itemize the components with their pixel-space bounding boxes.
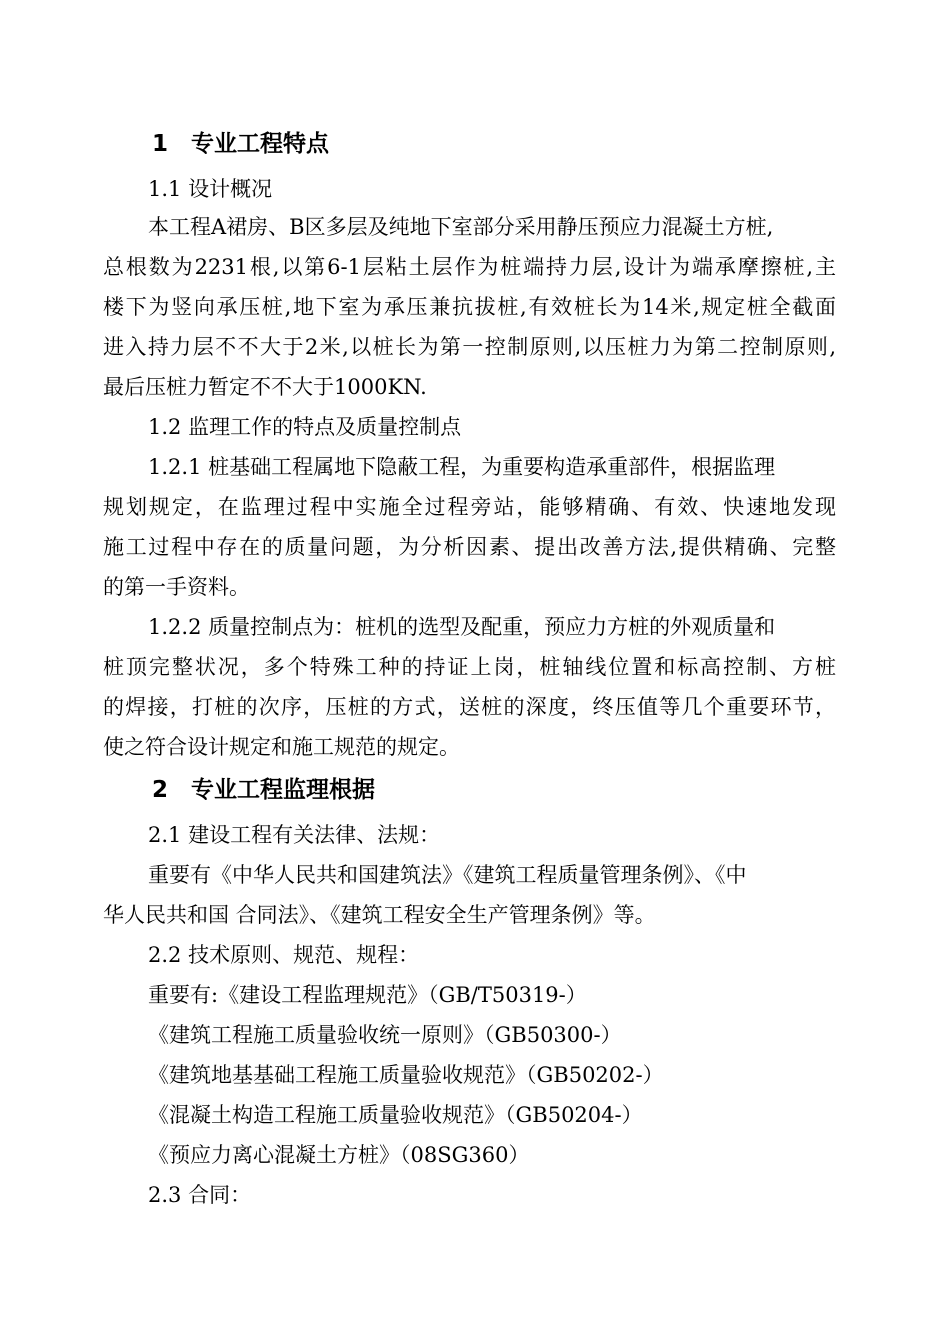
paragraph-1-1-line-5: 最后压桩力暂定不不大于1000KN. [103, 375, 427, 399]
subsection-2-1-title: 2.1 建设工程有关法律、法规： [148, 823, 441, 847]
subsection-2-2-title: 2.2 技术原则、规范、规程： [148, 943, 420, 967]
standard-item: 《混凝土构造工程施工质量验收规范》（GB50204-） [148, 1103, 643, 1127]
paragraph-1-2-2-line-1: 1.2.2 质量控制点为：桩机的选型及配重，预应力方桩的外观质量和 [148, 615, 776, 639]
paragraph-1-2-1-line-2: 规划规定，在监理过程中实施全过程旁站，能够精确、有效、快速地发现 [103, 495, 836, 519]
paragraph-1-1-line-2: 总根数为2231根,以第6-1层粘土层作为桩端持力层,设计为端承摩擦桩,主 [103, 255, 836, 279]
standard-item: 《预应力离心混凝土方桩》（08SG360） [148, 1143, 530, 1167]
standard-item: 《建筑地基基础工程施工质量验收规范》（GB50202-） [148, 1063, 664, 1087]
subsection-2-3-title: 2.3 合同： [148, 1183, 252, 1207]
paragraph-2-1-line-1: 重要有《中华人民共和国建筑法》《建筑工程质量管理条例》、《中 [148, 863, 747, 887]
subsection-1-2-title: 1.2 监理工作的特点及质量控制点 [148, 415, 462, 439]
paragraph-1-2-1-line-1: 1.2.1 桩基础工程属地下隐蔽工程，为重要构造承重部件，根据监理 [148, 455, 776, 479]
paragraph-2-1-line-2: 华人民共和国 合同法》、《建筑工程安全生产管理条例》等。 [103, 903, 656, 927]
paragraph-1-1-line-1: 本工程A裙房、B区多层及纯地下室部分采用静压预应力混凝土方桩, [148, 215, 774, 239]
section-1-heading: 1 专业工程特点 [152, 131, 330, 157]
standard-item: 重要有:《建设工程监理规范》（GB/T50319-） [148, 983, 587, 1007]
standard-item: 《建筑工程施工质量验收统一原则》（GB50300-） [148, 1023, 622, 1047]
section-2-heading: 2 专业工程监理根据 [152, 777, 376, 803]
subsection-1-1-title: 1.1 设计概况 [148, 177, 273, 201]
paragraph-1-2-2-line-3: 的焊接，打桩的次序，压桩的方式，送桩的深度，终压值等几个重要环节， [103, 695, 836, 719]
paragraph-1-1-line-3: 楼下为竖向承压桩,地下室为承压兼抗拔桩,有效桩长为14米,规定桩全截面 [103, 295, 836, 319]
paragraph-1-2-1-line-4: 的第一手资料。 [103, 575, 250, 599]
paragraph-1-1-line-4: 进入持力层不不大于2米,以桩长为第一控制原则,以压桩力为第二控制原则, [103, 335, 836, 359]
paragraph-1-2-1-line-3: 施工过程中存在的质量问题，为分析因素、提出改善方法,提供精确、完整 [103, 535, 836, 559]
paragraph-1-2-2-line-4: 使之符合设计规定和施工规范的规定。 [103, 735, 460, 759]
paragraph-1-2-2-line-2: 桩顶完整状况，多个特殊工种的持证上岗，桩轴线位置和标高控制、方桩 [103, 655, 836, 679]
